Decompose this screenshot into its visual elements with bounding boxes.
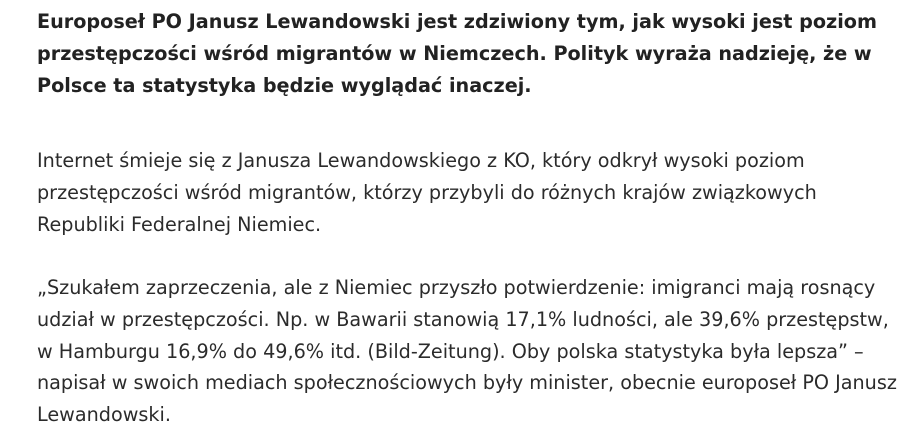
article-paragraph-2: „Szukałem zaprzeczenia, ale z Niemiec przyszło potwierdzenie: imigranci mają rosnący udział w przestępczości. Np. w Bawarii stanowią 17,1% ludności, ale 39,6% przestępstw, w Hamburgu 16,9% do 49,6% itd. (Bild-Zeitung). Oby polska statystyka była lepsza” – napisał w swoich mediach społecznościowych były minister, obecnie europoseł PO Janusz Lewandowski. xyxy=(37,276,897,427)
article-lead: Europoseł PO Janusz Lewandowski jest zdziwiony tym, jak wysoki jest poziom przestępczości wśród migrantów w Niemczech. Polityk wyraża nadzieję, że w Polsce ta statystyka będzie wyglądać inaczej. xyxy=(37,10,877,97)
article-paragraph-1: Internet śmieje się z Janusza Lewandowskiego z KO, który odkrył wysoki poziom przestępczości wśród migrantów, którzy przybyli do różnych krajów związkowych Republiki Federalnej Niemiec. xyxy=(37,149,817,236)
article-body xyxy=(37,6,903,427)
